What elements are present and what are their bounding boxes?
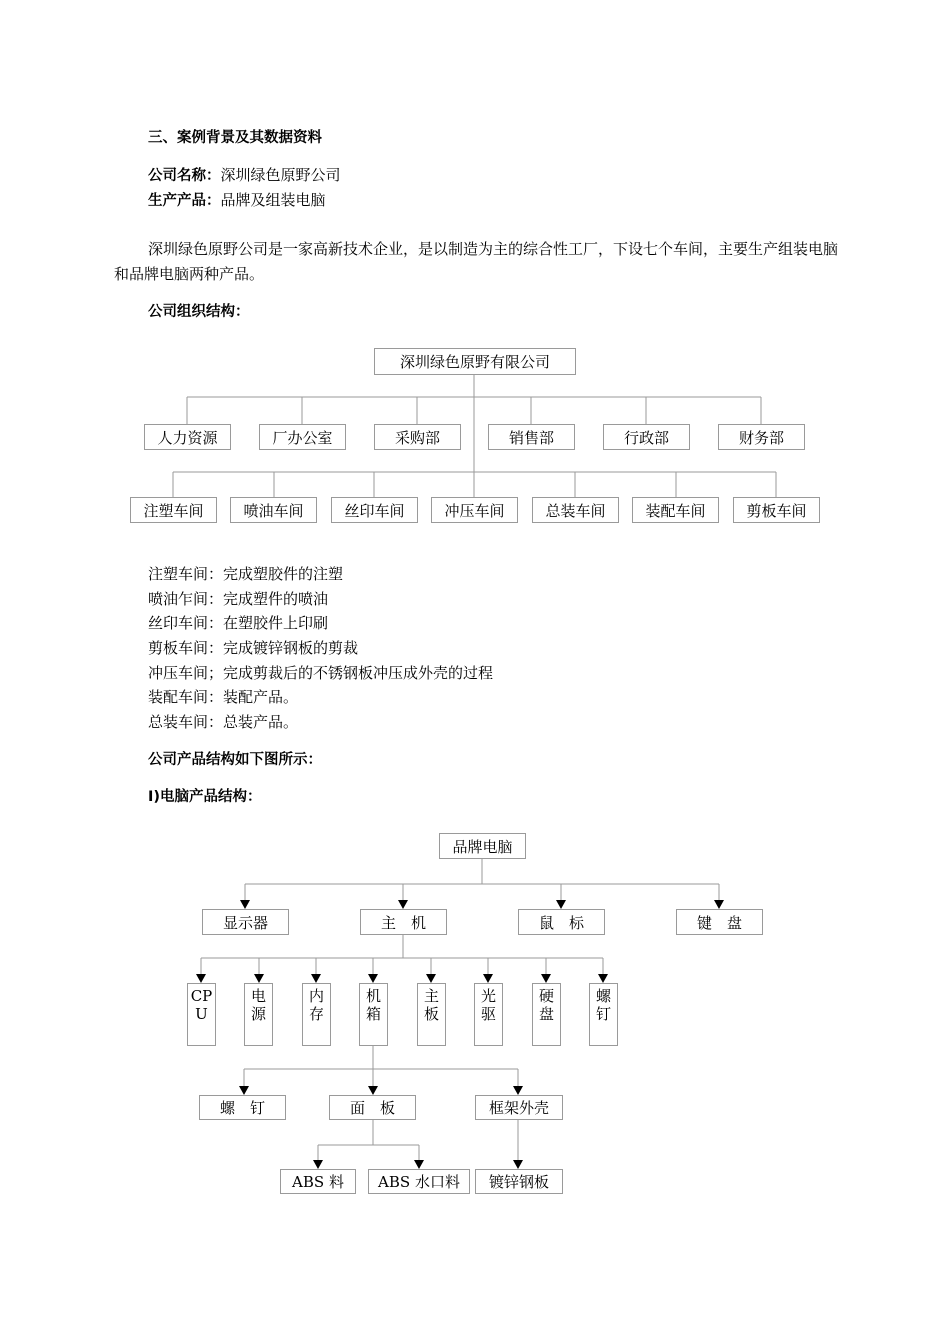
dept-box: 采购部 [374, 424, 461, 450]
part-box: 机 箱 [359, 983, 388, 1046]
org-root-box: 深圳绿色原野有限公司 [374, 348, 576, 375]
component-box: 键 盘 [676, 909, 763, 935]
workshop-desc: 丝印车间：在塑胶件上印刷 [148, 614, 329, 632]
dept-box: 人力资源 [144, 424, 231, 450]
part-box: 主 板 [417, 983, 446, 1046]
company-label: 公司名称： [148, 168, 221, 184]
subpart-box: 面 板 [329, 1095, 416, 1120]
subpart-box: 框架外壳 [475, 1095, 563, 1120]
section-title: 三、案例背景及其数据资料 [148, 130, 322, 146]
org-heading: 公司组织结构： [148, 304, 250, 320]
pc-heading: I)电脑产品结构： [148, 789, 262, 805]
product-heading: 公司产品结构如下图所示： [148, 752, 322, 768]
part-box: 电 源 [244, 983, 273, 1046]
material-box: 镀锌钢板 [475, 1169, 563, 1194]
dept-box: 销售部 [488, 424, 575, 450]
workshop-desc: 冲压车间；完成剪裁后的不锈钢板冲压成外壳的过程 [148, 664, 494, 682]
component-box: 主 机 [360, 909, 447, 935]
product-value: 品牌及组装电脑 [220, 191, 326, 209]
workshop-box: 注塑车间 [130, 497, 217, 523]
workshop-desc: 总装车间：总装产品。 [148, 713, 299, 731]
intro-paragraph: 深圳绿色原野公司是一家高新技术企业，是以制造为主的综合性工厂，下设七个车间，主要生产组装电脑和品牌电脑两种产品。 [114, 240, 839, 283]
dept-box: 行政部 [603, 424, 690, 450]
workshop-box: 总装车间 [532, 497, 619, 523]
workshop-desc: 剪板车间：完成镀锌钢板的剪裁 [148, 639, 359, 657]
part-box: 硬 盘 [532, 983, 561, 1046]
part-box: 螺 钉 [589, 983, 618, 1046]
dept-box: 厂办公室 [259, 424, 346, 450]
subpart-box: 螺 钉 [199, 1095, 286, 1120]
material-box: ABS 料 [280, 1169, 356, 1194]
component-box: 鼠 标 [518, 909, 605, 935]
material-box: ABS 水口料 [368, 1169, 470, 1194]
workshop-box: 冲压车间 [431, 497, 518, 523]
workshop-box: 丝印车间 [331, 497, 418, 523]
product-root-box: 品牌电脑 [439, 833, 526, 859]
workshop-desc: 喷油乍间：完成塑件的喷油 [148, 590, 329, 608]
part-box: 光 驱 [474, 983, 503, 1046]
product-label: 生产产品： [148, 193, 221, 209]
workshop-box: 装配车间 [632, 497, 719, 523]
workshop-box: 剪板车间 [733, 497, 820, 523]
workshop-box: 喷油车间 [230, 497, 317, 523]
dept-box: 财务部 [718, 424, 805, 450]
workshop-desc: 装配车间：装配产品。 [148, 688, 299, 706]
part-box: 内 存 [302, 983, 331, 1046]
workshop-desc: 注塑车间：完成塑胶件的注塑 [148, 565, 344, 583]
component-box: 显示器 [202, 909, 289, 935]
company-value: 深圳绿色原野公司 [220, 166, 341, 184]
part-box: CP U [187, 983, 216, 1046]
